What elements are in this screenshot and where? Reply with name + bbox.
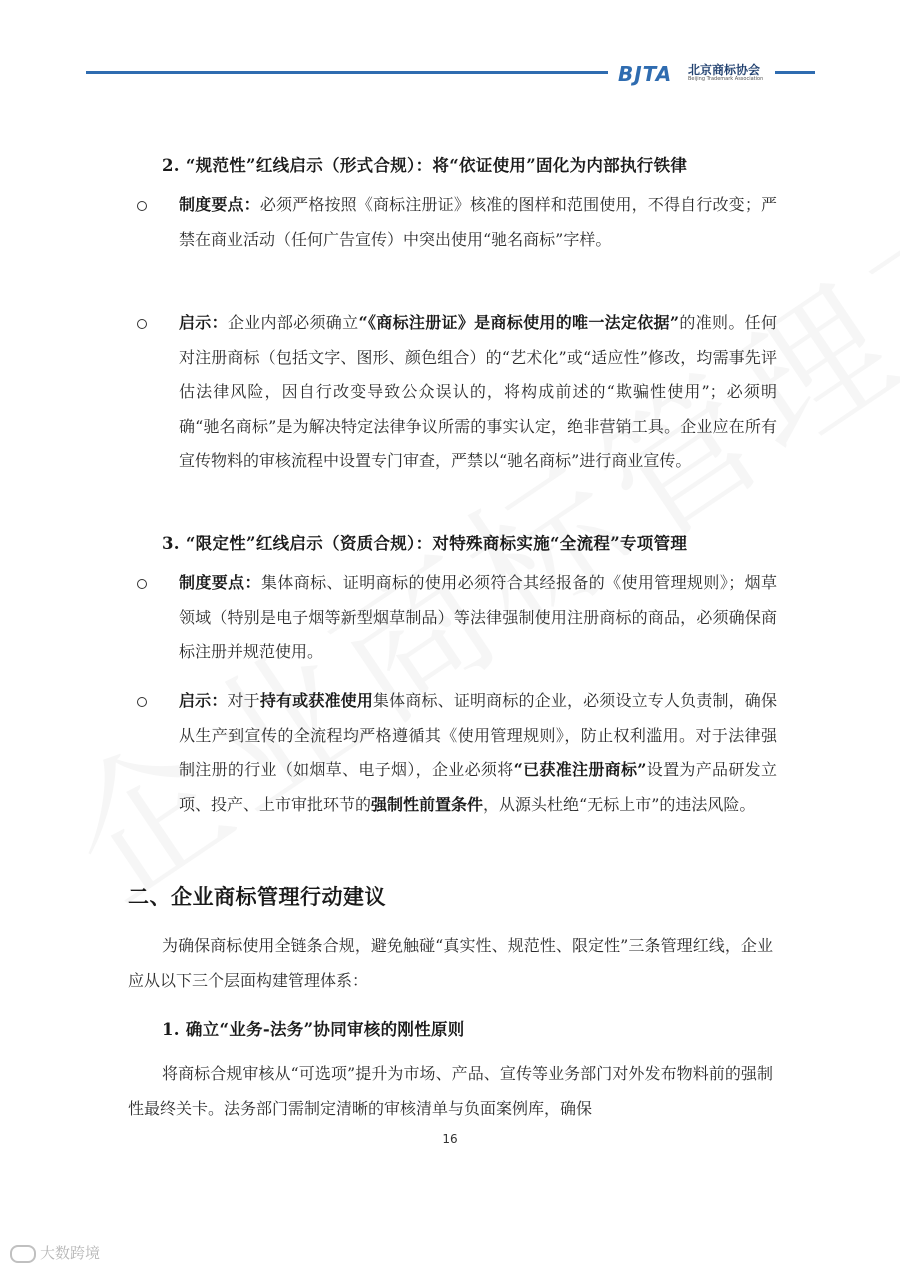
brand-icon (10, 1245, 36, 1263)
logo-english-name: Beijing Trademark Association (688, 76, 764, 82)
section-3-heading: 3. “限定性”红线启示（资质合规）：对特殊商标实施“全流程”专项管理 (162, 534, 688, 553)
hollow-circle-bullet-icon (137, 697, 147, 707)
bullet-text-post: 的准则。任何对注册商标（包括文字、图形、颜色组合）的“艺术化”或“适应性”修改，均需事先评估法律风险，因自行改变导致公众误认的，将构成前述的“欺骗性使用”；必须明确“驰名商标”是为解决特定法律争议所需的事实认定，绝非营销工具。企业应在所有宣传物料的审核流程中设置专门审查，严禁以“驰名商标”进行商业宣传。 (179, 313, 777, 470)
bullet-text-pre: 企业内部必须确立 (227, 313, 359, 332)
section-2-bullet-2 (137, 306, 777, 479)
corner-logo-text: 大数跨境 (40, 1244, 101, 1262)
bullet-text-emphasis-3: 强制性前置条件 (371, 794, 484, 814)
section-2-heading: 2. “规范性”红线启示（形式合规）：将“依证使用”固化为内部执行铁律 (162, 156, 688, 175)
bullet-label: 制度要点： (179, 195, 260, 214)
bullet-text-emphasis-1: 持有或获准使用 (259, 691, 373, 710)
hollow-circle-bullet-icon (137, 579, 147, 589)
bullet-text-pre: 对于 (227, 691, 260, 710)
part-2-intro-paragraph: 为确保商标使用全链条合规，避免触碰“真实性、规范性、限定性”三条管理红线，企业应从以下三个层面构建管理体系： (128, 936, 773, 990)
section-2-bullet-1 (137, 188, 777, 257)
part-2-heading: 二、企业商标管理行动建议 (128, 884, 386, 909)
bullet-text: 集体商标、证明商标的使用必须符合其经报备的《使用管理规则》；烟草领域（特别是电子烟等新型烟草制品）等法律强制使用注册商标的商品，必须确保商标注册并规范使用。 (179, 573, 777, 661)
section-3-bullet-1 (137, 566, 777, 670)
corner-watermark-logo (10, 1242, 100, 1263)
bullet-label: 制度要点： (179, 573, 261, 592)
bullet-text-emphasis-2: “已获准注册商标” (513, 760, 647, 779)
bullet-text: 必须严格按照《商标注册证》核准的图样和范围使用，不得自行改变；严禁在商业活动（任何广告宣传）中突出使用“驰名商标”字样。 (179, 195, 777, 249)
bullet-text-mid-1: 集体商标、证明商标的企业，必须设立专人负责制，确保从生产到宣传的全流程均严格遵循其《使用管理规则》，防止权利滥用。对于法律强制注册的行业（如烟草、电子烟），企业必须将 (179, 691, 777, 779)
section-3-bullet-2 (137, 684, 777, 822)
part-2-sub-1-paragraph: 将商标合规审核从“可选项”提升为市场、产品、宣传等业务部门对外发布物料前的强制性最终关卡。法务部门需制定清晰的审核清单与负面案例库，确保 (128, 1064, 773, 1118)
hollow-circle-bullet-icon (137, 319, 147, 329)
bullet-text-emphasis: “《商标注册证》是商标使用的唯一法定依据” (358, 313, 680, 332)
bullet-text-post: ，从源头杜绝“无标上市”的违法风险。 (483, 794, 756, 814)
logo-chinese-name: 北京商标协会 (688, 63, 761, 77)
page-number: 16 (442, 1132, 458, 1146)
bullet-label: 启示： (179, 313, 228, 332)
part-2-subheading-1: 1. 确立“业务-法务”协同审核的刚性原则 (162, 1020, 465, 1039)
hollow-circle-bullet-icon (137, 201, 147, 211)
logo-mark: BJTA (618, 62, 673, 86)
bullet-label: 启示： (179, 691, 228, 710)
bullet-text-mid-2: 设置为产品研发立项、投产、上市审批环节的 (179, 760, 777, 814)
